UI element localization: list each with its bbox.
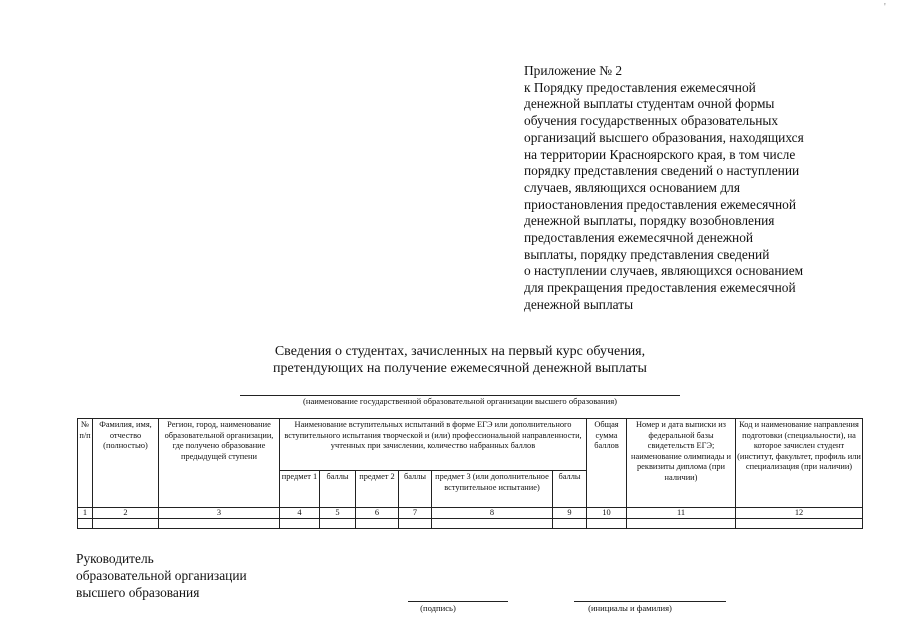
header-name: Фамилия, имя, отчество (полностью) (93, 419, 159, 508)
header-no: № п/п (78, 419, 93, 508)
column-number: 8 (432, 508, 553, 519)
header-region: Регион, город, наименование образовательной организации, где получено образование предыдущей ступени (159, 419, 280, 508)
appendix-line: организаций высшего образования, находящихся (524, 129, 804, 145)
column-number: 6 (356, 508, 399, 519)
table-cell[interactable] (356, 519, 399, 529)
appendix-line: для прекращения предоставления ежемесячной (524, 280, 796, 296)
column-number: 1 (78, 508, 93, 519)
header-certificate: Номер и дата выписки из федеральной базы свидетельств ЕГЭ; наименование олимпиады и реквизиты диплома (при наличии) (627, 419, 736, 508)
students-table (77, 418, 863, 529)
appendix-line: случаев, являющихся основанием для (524, 179, 741, 195)
appendix-line: о наступлении случаев, являющихся основанием (524, 263, 804, 279)
appendix-line: денежной выплаты, порядку возобновления (524, 213, 775, 229)
column-number: 3 (159, 508, 280, 519)
appendix-line: выплаты, порядку представления сведений (524, 246, 770, 262)
appendix-line: к Порядку предоставления ежемесячной (524, 79, 756, 95)
appendix-line: предоставления ежемесячной денежной (524, 230, 754, 246)
title-line-2: претендующих на получение ежемесячной денежной выплаты (273, 361, 647, 376)
appendix-line: денежной выплаты (524, 296, 634, 312)
column-number: 11 (627, 508, 736, 519)
table-cell[interactable] (399, 519, 432, 529)
table-cell[interactable] (159, 519, 280, 529)
table-cell[interactable] (93, 519, 159, 529)
signature-position-line: высшего образования (76, 585, 200, 600)
table-cell[interactable] (627, 519, 736, 529)
table-cell[interactable] (78, 519, 93, 529)
table-cell[interactable] (432, 519, 553, 529)
appendix-line: приостановления предоставления ежемесячной (524, 196, 796, 212)
column-number: 2 (93, 508, 159, 519)
appendix-note (524, 63, 854, 314)
column-number: 5 (320, 508, 356, 519)
header-subject-3: предмет 3 (или дополнительное вступительное испытание) (432, 471, 553, 508)
corner-mark: ' (884, 2, 886, 13)
appendix-line: денежной выплаты студентам очной формы (524, 96, 775, 112)
header-subject-2: предмет 2 (356, 471, 399, 508)
table-row (78, 519, 863, 529)
document-title (200, 343, 720, 377)
initials-caption: (инициалы и фамилия) (588, 603, 672, 613)
appendix-line: на территории Красноярского края, в том числе (524, 146, 796, 162)
column-number: 12 (736, 508, 863, 519)
header-total: Общая сумма баллов (587, 419, 627, 508)
column-number: 9 (553, 508, 587, 519)
signature-position (76, 550, 247, 601)
appendix-line: порядку представления сведений о наступлении (524, 163, 800, 179)
appendix-line: Приложение № 2 (524, 63, 623, 78)
column-number: 4 (280, 508, 320, 519)
column-number: 7 (399, 508, 432, 519)
header-exams: Наименование вступительных испытаний в форме ЕГЭ или дополнительного вступительного испытания творческой и (или) профессиональной направленности, учтенных при зачислении, количество набранных баллов (280, 419, 587, 471)
table-cell[interactable] (587, 519, 627, 529)
header-subject-1: предмет 1 (280, 471, 320, 508)
signature-caption: (подпись) (420, 603, 456, 613)
initials-field[interactable] (574, 601, 726, 602)
header-points-2: баллы (399, 471, 432, 508)
title-line-1: Сведения о студентах, зачисленных на первый курс обучения, (274, 344, 646, 359)
appendix-line: обучения государственных образовательных (524, 113, 779, 129)
organization-caption: (наименование государственной образовательной организации высшего образования) (302, 396, 618, 406)
header-points-3: баллы (553, 471, 587, 508)
table-cell[interactable] (553, 519, 587, 529)
column-number: 10 (587, 508, 627, 519)
signature-position-line: образовательной организации (76, 568, 247, 583)
header-points-1: баллы (320, 471, 356, 508)
header-specialty: Код и наименование направления подготовки (специальности), на которое зачислен студент (институт, факультет, профиль или специализация (при наличии) (736, 419, 863, 508)
table-cell[interactable] (736, 519, 863, 529)
signature-field[interactable] (408, 601, 508, 602)
table-cell[interactable] (320, 519, 356, 529)
table-cell[interactable] (280, 519, 320, 529)
signature-position-line: Руководитель (76, 551, 154, 566)
